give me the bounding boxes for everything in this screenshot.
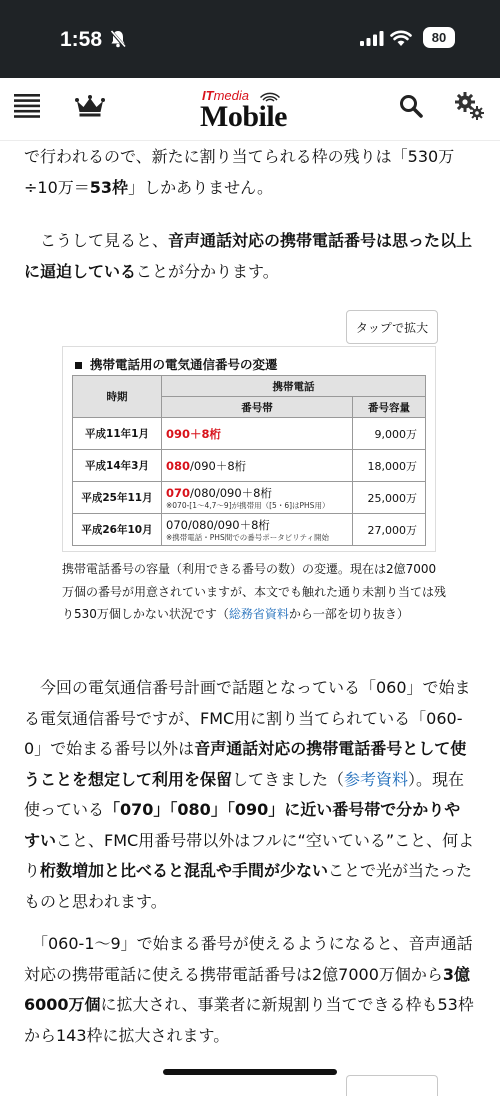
tap-to-enlarge-button[interactable]: タップで拡大 [346, 310, 438, 344]
table-row: 平成14年3月 080/090＋8桁 18,000万 [73, 450, 426, 482]
status-time: 1:58 [60, 28, 103, 51]
hamburger-menu-icon [14, 94, 40, 122]
logo-prefix: ITmedia [202, 88, 249, 103]
search-button[interactable] [392, 86, 430, 130]
site-header [0, 78, 500, 141]
gears-icon [454, 91, 486, 125]
site-logo[interactable] [190, 88, 310, 134]
number-history-table [72, 375, 426, 546]
figure-caption: 携帯電話番号の容量（利用できる番号の数）の変遷。現在は2億7000万個の番号が用意されていますが、本文でも触れた通り未割り当ては残り530万個しかない状況です（総務省資料から一部を切り抜き） [62, 562, 447, 621]
header-period: 時期 [73, 376, 162, 418]
ranking-button[interactable] [70, 86, 110, 130]
reference-link[interactable]: 参考資料 [344, 769, 409, 789]
header-mobile: 携帯電話 [162, 376, 426, 397]
header-band: 番号帯 [162, 397, 353, 418]
mute-bell-icon [110, 30, 126, 52]
wifi-icon [390, 30, 412, 51]
header-capacity: 番号容量 [353, 397, 426, 418]
status-bar [0, 0, 500, 78]
battery-icon: 80 [423, 27, 455, 48]
next-tap-button[interactable] [346, 1075, 438, 1096]
crown-icon [75, 95, 105, 121]
table-row: 平成25年11月 070/080/090＋8桁 ※070-[1～4,7～9]が携帯用（[5・6]はPHS用） 25,000万 [73, 482, 426, 514]
number-history-figure[interactable] [62, 346, 436, 552]
menu-button[interactable] [10, 86, 44, 130]
paragraph: 「060-1～9」で始まる番号が使えるようになると、音声通話対応の携帯電話に使える携帯電話番号は2億7000万個から3億6000万個に拡大され、事業者に新規割り当てできる枠も53枠から143枠に拡大されます。 [24, 934, 474, 1045]
logo-text: Mobile [200, 100, 287, 133]
search-icon [399, 94, 423, 122]
table-row: 平成26年10月 070/080/090＋8桁 ※携帯電話・PHS間での番号ポータビリティ開始 27,000万 [73, 514, 426, 546]
paragraph: こうして見ると、音声通話対応の携帯電話番号は思った以上に逼迫していることが分かります。 [24, 231, 473, 281]
article-body [0, 140, 500, 1087]
signal-icon [360, 31, 384, 50]
table-row: 平成11年1月 090＋8桁 9,000万 [73, 418, 426, 450]
paragraph: 今回の電気通信番号計画で話題となっている「060」で始まる電気通信番号ですが、FMC用に割り当てられている「060-0」で始まる番号以外は音声通話対応の携帯電話番号として使うことを想定して利用を保留してきました（参考資料）。現在使っている「070」「080」「090」に近い番号帯で分かりやすいこと、FMC用番号帯以外はフルに“空いている”こと、何より桁数増加と比べると混乱や手間が少ないことで光が当たったものと思われます。 [24, 678, 475, 911]
source-link[interactable]: 総務省資料 [228, 607, 289, 621]
settings-button[interactable] [450, 86, 490, 130]
home-indicator[interactable] [163, 1069, 337, 1075]
figure-title: 携帯電話用の電気通信番号の変遷 [75, 355, 278, 373]
paragraph: で行われるので、新たに割り当てられる枠の残りは「530万÷10万＝53枠」しかありません。 [24, 147, 455, 197]
